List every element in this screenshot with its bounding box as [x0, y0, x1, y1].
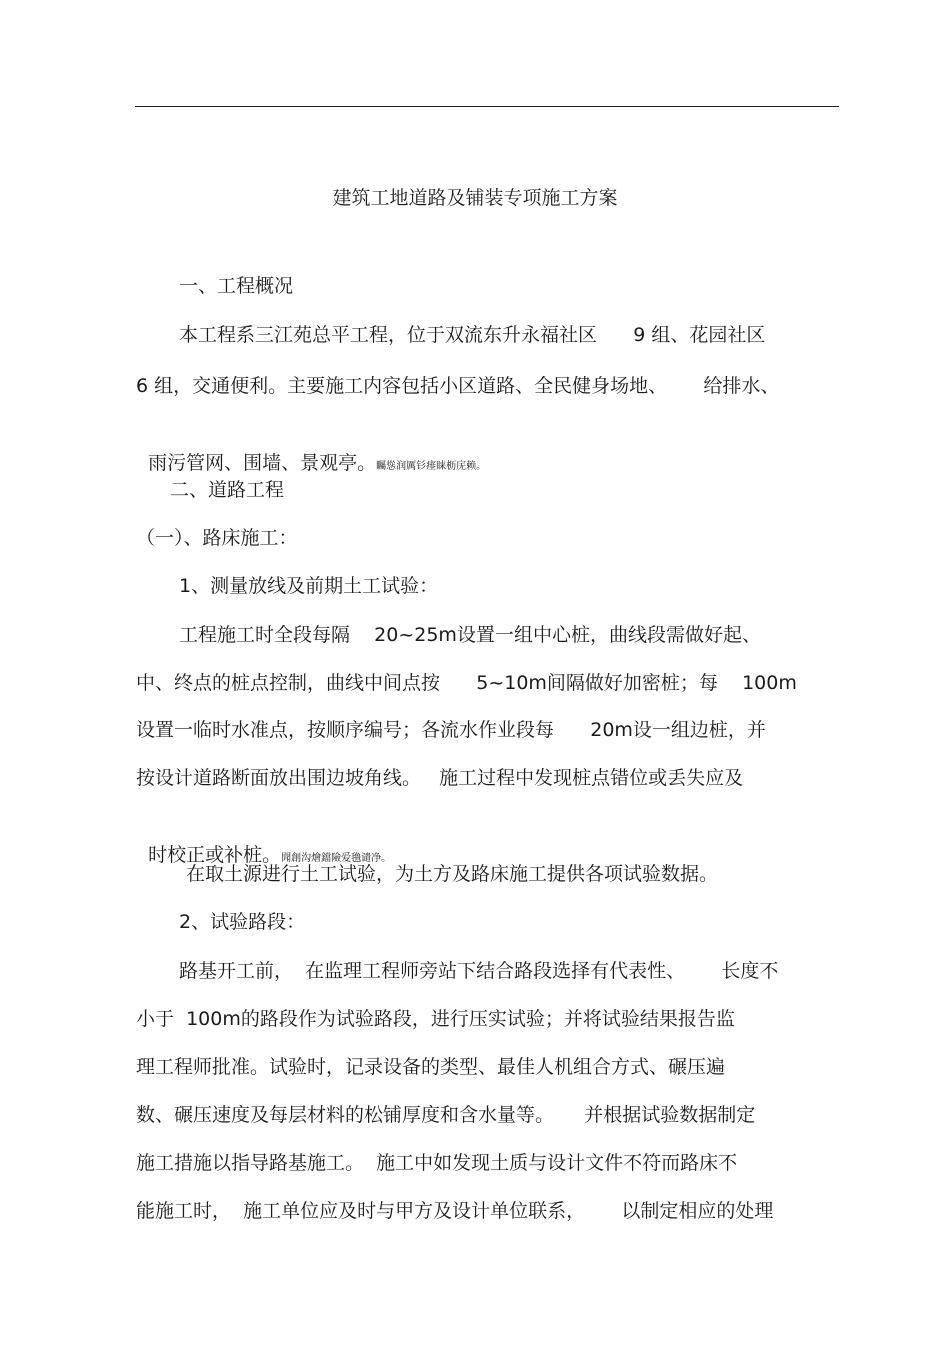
paragraph-line: 小于 100m的路段作为试验路段，进行压实试验；并将试验结果报告监	[136, 1008, 735, 1030]
paragraph-line: 中、终点的桩点控制，曲线中间点按 5~10m间隔做好加密桩；每 100m	[136, 672, 797, 694]
paragraph-text: 雨污管网、围墙、景观亭。	[148, 452, 377, 474]
item-heading: 1、测量放线及前期土工试验：	[179, 575, 439, 597]
paragraph-line: 设置一临时水准点，按顺序编号；各流水作业段每 20m设一组边桩，并	[136, 719, 766, 741]
subsection-heading: （一）、路床施工：	[136, 527, 298, 549]
watermark-note: 矚慫润厲钐瘗睐枥庑赖。	[376, 461, 487, 472]
paragraph-line: 施工措施以指导路基施工。 施工中如发现土质与设计文件不符而路床不	[136, 1152, 738, 1174]
header-rule	[135, 106, 839, 107]
paragraph-line: 在取土源进行土工试验，为土方及路床施工提供各项试验数据。	[186, 863, 719, 885]
paragraph-line: 理工程师批准。试验时，记录设备的类型、最佳人机组合方式、碾压遍	[136, 1056, 726, 1078]
paragraph-line: 工程施工时全段每隔 20~25m设置一组中心桩，曲线段需做好起、	[179, 624, 761, 646]
paragraph-line: 能施工时， 施工单位应及时与甲方及设计单位联系， 以制定相应的处理	[136, 1200, 774, 1222]
paragraph-text: 时校正或补桩。	[148, 844, 282, 866]
section-heading-overview: 一、工程概况	[179, 275, 294, 297]
paragraph-line-with-note	[136, 421, 486, 481]
document-title: 建筑工地道路及铺装专项施工方案	[332, 187, 618, 209]
item-heading: 2、试验路段：	[179, 911, 306, 933]
paragraph-line: 按设计道路断面放出围边坡角线。 施工过程中发现桩点错位或丢失应及	[136, 767, 744, 789]
paragraph-line: 数、碾压速度及每层材料的松铺厚度和含水量等。 并根据试验数据制定	[136, 1104, 756, 1126]
watermark-note: 聞創沟燴鐺險爱氇谴净。	[281, 853, 392, 864]
paragraph-line: 6 组，交通便利。主要施工内容包括小区道路、全民健身场地、 给排水、	[136, 375, 780, 397]
paragraph-line: 本工程系三江苑总平工程，位于双流东升永福社区 9 组、花园社区	[179, 324, 766, 346]
section-heading-road: 二、道路工程	[170, 479, 285, 501]
paragraph-line: 路基开工前， 在监理工程师旁站下结合路段选择有代表性、 长度不	[179, 960, 779, 982]
